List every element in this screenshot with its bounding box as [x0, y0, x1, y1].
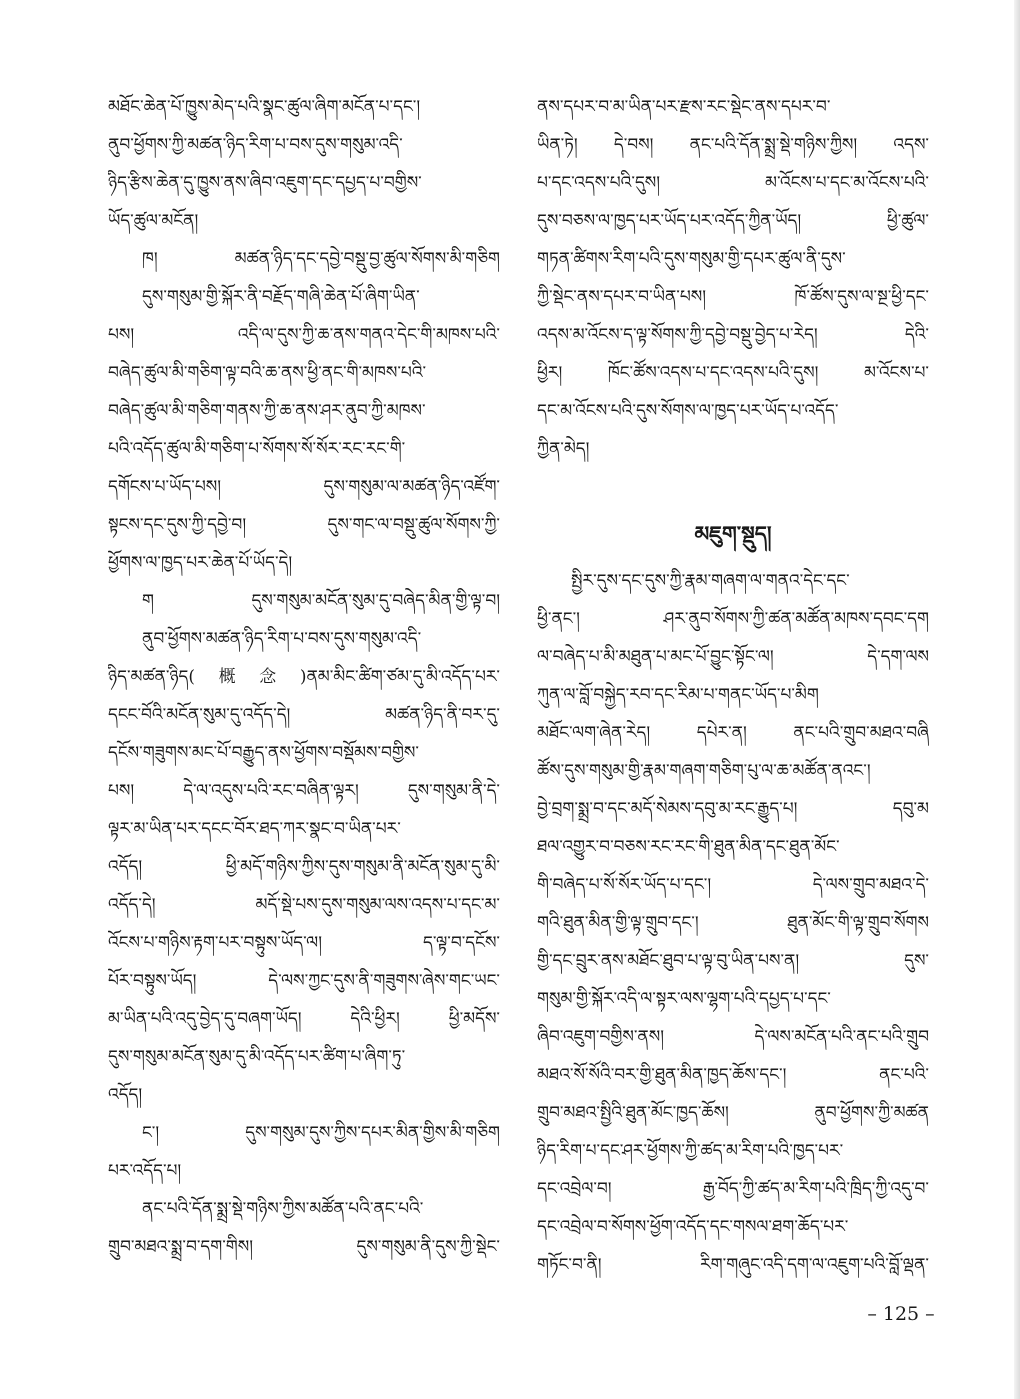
text-line: གའི་ཐུན་མིན་གྱི་ལྟ་གྲུབ་དང་། ཐུན་མོང་གི་ལྟ་གྲུབ་སོགས	[537, 913, 929, 933]
text-line: ཐལ་འགྱུར་བ་བཅས་རང་རང་གི་ཐུན་མིན་དང་ཐུན་མོང་	[537, 837, 840, 857]
text-line: གྱི་དང་བྲུར་ནས་མཐོང་ཐུབ་པ་ལྟ་བུ་ཡིན་པས་ན། དུས་	[537, 951, 929, 971]
text-line: ཚོས་དུས་གསུམ་གྱི་རྣམ་གཞག་གཅིག་པུ་ལ་ཆ་མཚོན་ནའང་།	[537, 761, 871, 781]
text-line: གསུམ་གྱི་སྐོར་འདི་ལ་སྟར་ལས་ལྷག་པའི་དཔྱད་པ་དང་	[537, 989, 831, 1009]
text-line: པའི་འདོད་ཚུལ་མི་གཅིག་པ་སོགས་སོ་སོར་རང་རང་གི་	[108, 439, 406, 459]
text-line: དགོངས་པ་ཡོད་པས། དུས་གསུམ་ལ་མཚན་ཉིད་འཛོག་	[108, 477, 500, 497]
left-column	[108, 88, 500, 1266]
page-edge	[1014, 0, 1020, 1399]
text-line: བྱེ་བྲག་སྨྲ་བ་དང་མདོ་སེམས་དབུ་མ་རང་རྒྱུད་པ། དབུ་མ	[537, 799, 929, 819]
text-line: དུས་གསུམ་མངོན་སུམ་དུ་མི་འདོད་པར་ཚིག་པ་ཞིག་ཏུ་	[108, 1047, 406, 1067]
right-column	[537, 88, 929, 1284]
text-line: དངོས་གཟུགས་མང་པོ་བརྒྱུད་ནས་ཕྱོགས་བསྡོམས་བགྱིས་	[108, 743, 419, 763]
text-line: ཉིད་མཚན་ཉིད(概念)ནམ་མིང་ཚིག་ཙམ་དུ་མི་འདོད་པར་	[108, 667, 500, 687]
text-line: གི་བཞེད་པ་སོ་སོར་ཡོད་པ་དང་། དེ་ལས་གྲུབ་མཐའ་དེ་	[537, 875, 929, 895]
text-line: དང་འབྲེལ་བ། རྒྱ་བོད་ཀྱི་ཚད་མ་རིག་པའི་ཁྲིད་ཀྱི་འདུ་བ་	[537, 1179, 929, 1199]
text-line: མཐའ་སོ་སོའི་བར་གྱི་ཐུན་མིན་ཁྱད་ཆོས་དང་། ནང་པའི་	[537, 1065, 929, 1085]
text-line: པས། འདི་ལ་དུས་ཀྱི་ཆ་ནས་གནའ་དེང་གི་མཁས་པའི་	[108, 325, 500, 345]
text-line: གྲུབ་མཐའ་སྨྲ་བ་དག་གིས། དུས་གསུམ་ནི་དུས་ཀྱི་སྡེང་	[108, 1237, 500, 1257]
text-line: ཡོད་ཚུལ་མངོན།	[108, 211, 199, 231]
text-line: འདོད་དེ། མདོ་སྡེ་པས་དུས་གསུམ་ལས་འདས་པ་དང་མ་	[108, 895, 500, 915]
text-line: ཀུན་ལ་བློ་བསྐྱེད་རབ་དང་རིམ་པ་གནང་ཡོད་པ་མིག	[537, 685, 819, 705]
spacer	[537, 468, 929, 506]
text-line: མ་ཡིན་པའི་འདུ་བྱེད་དུ་བཞག་ཡོད། དེའི་ཕྱིར། ཕྱི་མདོས་	[108, 1009, 500, 1029]
text-line: པས། དེ་ལ་འདུས་པའི་རང་བཞིན་ལྟར། དུས་གསུམ་ནི་དེ་	[108, 781, 500, 801]
section-heading-ga: ག དུས་གསུམ་མངོན་སུམ་དུ་བཞེད་མིན་གྱི་ལྟ་བ།	[142, 591, 500, 611]
text-line: དངང་བོའི་མངོན་སུམ་དུ་འདོད་དེ། མཚན་ཉིད་ནི་བར་དུ་	[108, 705, 500, 725]
text-line: འདས་མ་འོངས་ད་ལྟ་སོགས་ཀྱི་དབྱེ་བསྡུ་བྱེད་པ་རེད། དེའི་	[537, 325, 929, 345]
text-line: མཐོང་ལག་ཞེན་རེད། དཔེར་ན། ནང་པའི་གྲུབ་མཐའ་བཞི	[537, 723, 929, 743]
text-line: ནུབ་ཕྱོགས་ཀྱི་མཚན་ཉིད་རིག་པ་བས་དུས་གསུམ་འདི་	[108, 135, 403, 155]
text-line: ཉིད་རིག་པ་དང་ཤར་ཕྱོགས་ཀྱི་ཚད་མ་རིག་པའི་ཁྱད་པར་	[537, 1141, 844, 1161]
text-line: ཕྱིར། ཁོང་ཚོས་འདས་པ་དང་འདས་པའི་དུས། མ་འོངས་པ་	[537, 363, 929, 383]
text-line: པ་དང་འདས་པའི་དུས། མ་འོངས་པ་དང་མ་འོངས་པའི་	[537, 173, 929, 193]
text-line: གྲུབ་མཐའ་སྤྱིའི་ཐུན་མོང་ཁྱད་ཆོས། ནུབ་ཕྱོགས་ཀྱི་མཚན	[537, 1103, 929, 1123]
text-line: ཕྱི་ནང་། ཤར་ནུབ་སོགས་ཀྱི་ཚན་མཚོན་མཁས་དབང་དག	[537, 609, 929, 629]
text-line: ཀྱི་སྡེང་ནས་དཔར་བ་ཡིན་པས། ཁོ་ཚོས་དུས་ལ་སྔ་ཕྱི་དང་	[537, 287, 929, 307]
text-line: སྟངས་དང་དུས་ཀྱི་དབྱེ་བ། དུས་གང་ལ་བསྡུ་ཚུལ་སོགས་ཀྱི་	[108, 515, 500, 535]
text-line: པོར་བསྟུས་ཡོད། དེ་ལས་ཀྱང་དུས་ནི་གཟུགས་ཞེས་གང་ཡང་	[108, 971, 500, 991]
text-line: བཞེད་ཚུལ་མི་གཅིག་གནས་ཀྱི་ཆ་ནས་ཤར་ནུབ་ཀྱི་མཁས་	[108, 401, 426, 421]
section-heading-kha: ཁ། མཚན་ཉིད་དང་དབྱེ་བསྡུ་བྱ་ཚུལ་སོགས་མི་གཅིག	[142, 249, 500, 269]
text-line: ཀྱིན་མེད།	[537, 439, 590, 459]
text-line: ནས་དཔར་བ་མ་ཡིན་པར་རྫས་རང་སྡེང་ནས་དཔར་བ་	[537, 97, 831, 117]
section-heading-conclusion: མཇུག་སྡུད།	[694, 521, 772, 546]
text-line: ལ་བཞེད་པ་མི་མཐུན་པ་མང་པོ་བྱུང་སྟོང་ལ། དེ་དག་ལས	[537, 647, 929, 667]
text-line: འདོད།	[108, 1085, 143, 1105]
text-line: གཏན་ཚིགས་རིག་པའི་དུས་གསུམ་གྱི་དཔར་ཚུལ་ནི་དུས་	[537, 249, 846, 269]
text-line: མཐོང་ཆེན་པོ་ཁྱུས་མེད་པའི་སྣང་ཚུལ་ཞིག་མངོན་པ་དང་།	[108, 97, 421, 117]
text-line: དང་མ་འོངས་པའི་དུས་སོགས་ལ་ཁྱད་པར་ཡོད་པ་འདོད་	[537, 401, 839, 421]
text-line: ཞིབ་འཇུག་བགྱིས་ནས། དེ་ལས་མངོན་པའི་ནང་པའི་གྲུབ	[537, 1027, 929, 1047]
text-line: པར་འདོད་པ།	[108, 1161, 182, 1181]
text-line: འདོད། ཕྱི་མདོ་གཉིས་ཀྱིས་དུས་གསུམ་ནི་མངོན་སུམ་དུ་མི་	[108, 857, 500, 877]
text-line: ལྟར་མ་ཡིན་པར་དངང་བོར་ཐད་ཀར་སྣང་བ་ཡིན་པར་	[108, 819, 401, 839]
text-line: ནུབ་ཕྱོགས་མཚན་ཉིད་རིག་པ་བས་དུས་གསུམ་འདི་	[142, 629, 422, 649]
text-line: ཡིན་ཏེ། དེ་བས། ནང་པའི་དོན་སྨྲ་སྡེ་གཉིས་ཀྱིས། འདས་	[537, 135, 929, 155]
text-line: འོངས་པ་གཉིས་རྟག་པར་བསྟུས་ཡོད་ལ། ད་ལྟ་བ་དངོས་	[108, 933, 500, 953]
text-line: ཉིད་རྩིས་ཆེན་དུ་ཁྱུས་ནས་ཞིབ་འཇུག་དང་དཔྱད་པ་བགྱིས་	[108, 173, 422, 193]
text-line: དུས་བཅས་ལ་ཁྱད་པར་ཡོད་པར་འདོད་ཀྱིན་ཡོད། ཕྱི་ཚུལ་	[537, 211, 929, 231]
text-line: ནང་པའི་དོན་སྨྲ་སྡེ་གཉིས་ཀྱིས་མཚོན་པའི་ནང་པའི་	[142, 1199, 424, 1219]
text-line: བཞེད་ཚུལ་མི་གཅིག་ལྟ་བའི་ཆ་ནས་ཕྱི་ནང་གི་མཁས་པའི་	[108, 363, 427, 383]
text-line: དུས་གསུམ་གྱི་སྐོར་ནི་བརྗོད་གཞི་ཆེན་པོ་ཞིག་ཡིན་	[142, 287, 420, 307]
text-line: གཏོང་བ་ནི། རིག་གཞུང་འདི་དག་ལ་འཇུག་པའི་བློ་ལྡན་	[537, 1255, 929, 1275]
text-line: སྤྱིར་དུས་དང་དུས་ཀྱི་རྣམ་གཞག་ལ་གནའ་དེང་དང་	[571, 571, 850, 591]
page-number: – 125 –	[867, 1303, 935, 1325]
text-line: དང་འབྲེལ་བ་སོགས་ཕྱོག་འདོད་དང་གསལ་ཐག་ཆོད་པར་	[537, 1217, 849, 1237]
text-line: ཕྱོགས་ལ་ཁྱད་པར་ཆེན་པོ་ཡོད་དེ།	[108, 553, 293, 573]
section-heading-nga: ང་། དུས་གསུམ་དུས་ཀྱིས་དཔར་མིན་གྱིས་མི་གཅིག	[142, 1123, 500, 1143]
